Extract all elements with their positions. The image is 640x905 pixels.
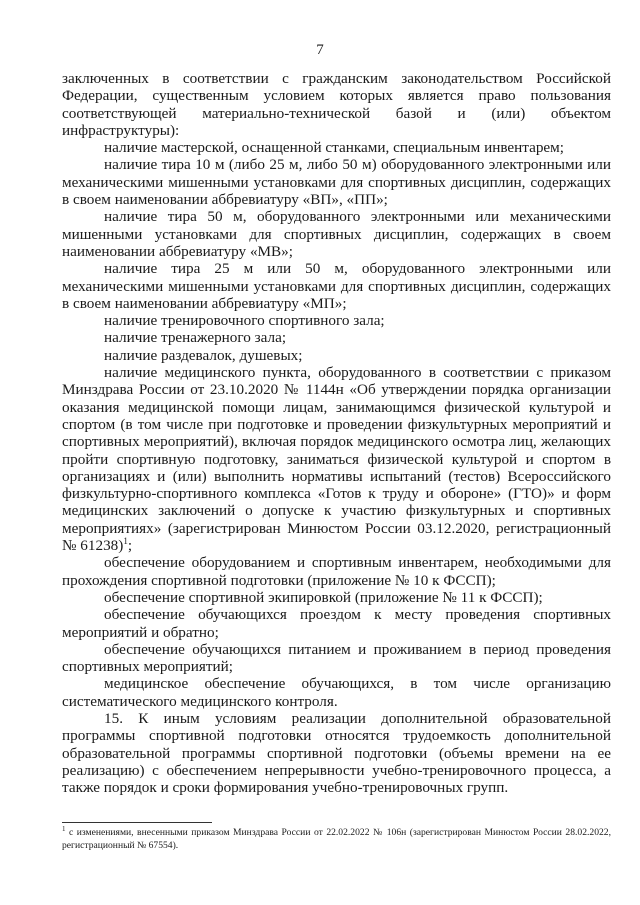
paragraph: наличие тренировочного спортивного зала; xyxy=(104,312,385,330)
footnote-marker: 1 xyxy=(62,824,66,833)
paragraph: медицинское обеспечение обучающихся, в том числе организацию систематического медицинского контроля. xyxy=(62,675,611,710)
page-number: 7 xyxy=(316,42,324,58)
paragraph: наличие тира 10 м (либо 25 м, либо 50 м) оборудованного электронными или механическими мишенными установками для спортивных дисциплин, содержащих в своем наименовании аббревиатуру «ВП», «ПП»; xyxy=(62,156,611,209)
footnote-reference: 1 xyxy=(123,535,128,546)
paragraph: наличие раздевалок, душевых; xyxy=(104,346,303,364)
footnote-divider xyxy=(62,822,212,823)
paragraph-text: наличие медицинского пункта, оборудованного в соответствии с приказом Минздрава России от 23.10.2020 № 1144н «Об утверждении порядка организации оказания медицинской помощи лицам, занимающимся физической культурой и спортом (в том числе при подготовке и проведении физкультурных мероприятий и спортивных мероприятий), включая порядок медицинского осмотра лиц, желающих пройти спортивную подготовку, заниматься физической культурой и спортом в организациях и (или) выполнить нормативы испытаний (тестов) Всероссийского физкультурно-спортивного комплекса «Готов к труду и обороне» (ГТО)» и форм медицинских заключений о допуске к участию физкультурных и спортивных мероприятиях» (зарегистрирован Минюстом России 03.12.2020, регистрационный № 61238) xyxy=(62,364,611,555)
paragraph: обеспечение обучающихся проездом к месту проведения спортивных мероприятий и обратно; xyxy=(62,606,611,641)
paragraph: 15. К иным условиям реализации дополнительной образовательной программы спортивной подготовки относятся трудоемкость дополнительной образовательной программы спортивной подготовки (объемы времени на ее реализацию) с обеспечением непрерывности учебно-тренировочного процесса, а также порядок и сроки формирования учебно-тренировочных групп. xyxy=(62,709,611,797)
paragraph: обеспечение оборудованием и спортивным инвентарем, необходимыми для прохождения спортивной подготовки (приложение № 10 к ФССП); xyxy=(62,554,611,589)
paragraph-text-end: ; xyxy=(127,537,133,555)
body-text xyxy=(62,70,611,796)
paragraph: заключенных в соответствии с гражданским законодательством Российской Федерации, существенным условием которых является право пользования соответствующей материально-технической базой и (или) объектом инфраструктуры): xyxy=(62,70,611,139)
paragraph: наличие тира 25 м или 50 м, оборудованного электронными или механическими мишенными установками для спортивных дисциплин, содержащих в своем наименовании аббревиатуру «МП»; xyxy=(62,260,611,312)
footnote-text: с изменениями, внесенными приказом Минздрава России от 22.02.2022 № 106н (зарегистрирован Минюстом России 28.02.2022, регистрационный № 67554). xyxy=(62,827,611,851)
paragraph: наличие тренажерного зала; xyxy=(104,329,287,347)
paragraph: наличие тира 50 м, оборудованного электронными или механическими мишенными установками для спортивных дисциплин, содержащих в своем наименовании аббревиатуру «МВ»; xyxy=(62,208,611,260)
paragraph: обеспечение обучающихся питанием и проживанием в период проведения спортивных мероприятий; xyxy=(62,640,611,676)
paragraph-with-footnote xyxy=(62,364,611,554)
paragraph: наличие мастерской, оснащенной станками, специальным инвентарем; xyxy=(104,139,565,157)
paragraph: обеспечение спортивной экипировкой (приложение № 11 к ФССП); xyxy=(104,588,543,606)
footnote xyxy=(62,826,611,852)
